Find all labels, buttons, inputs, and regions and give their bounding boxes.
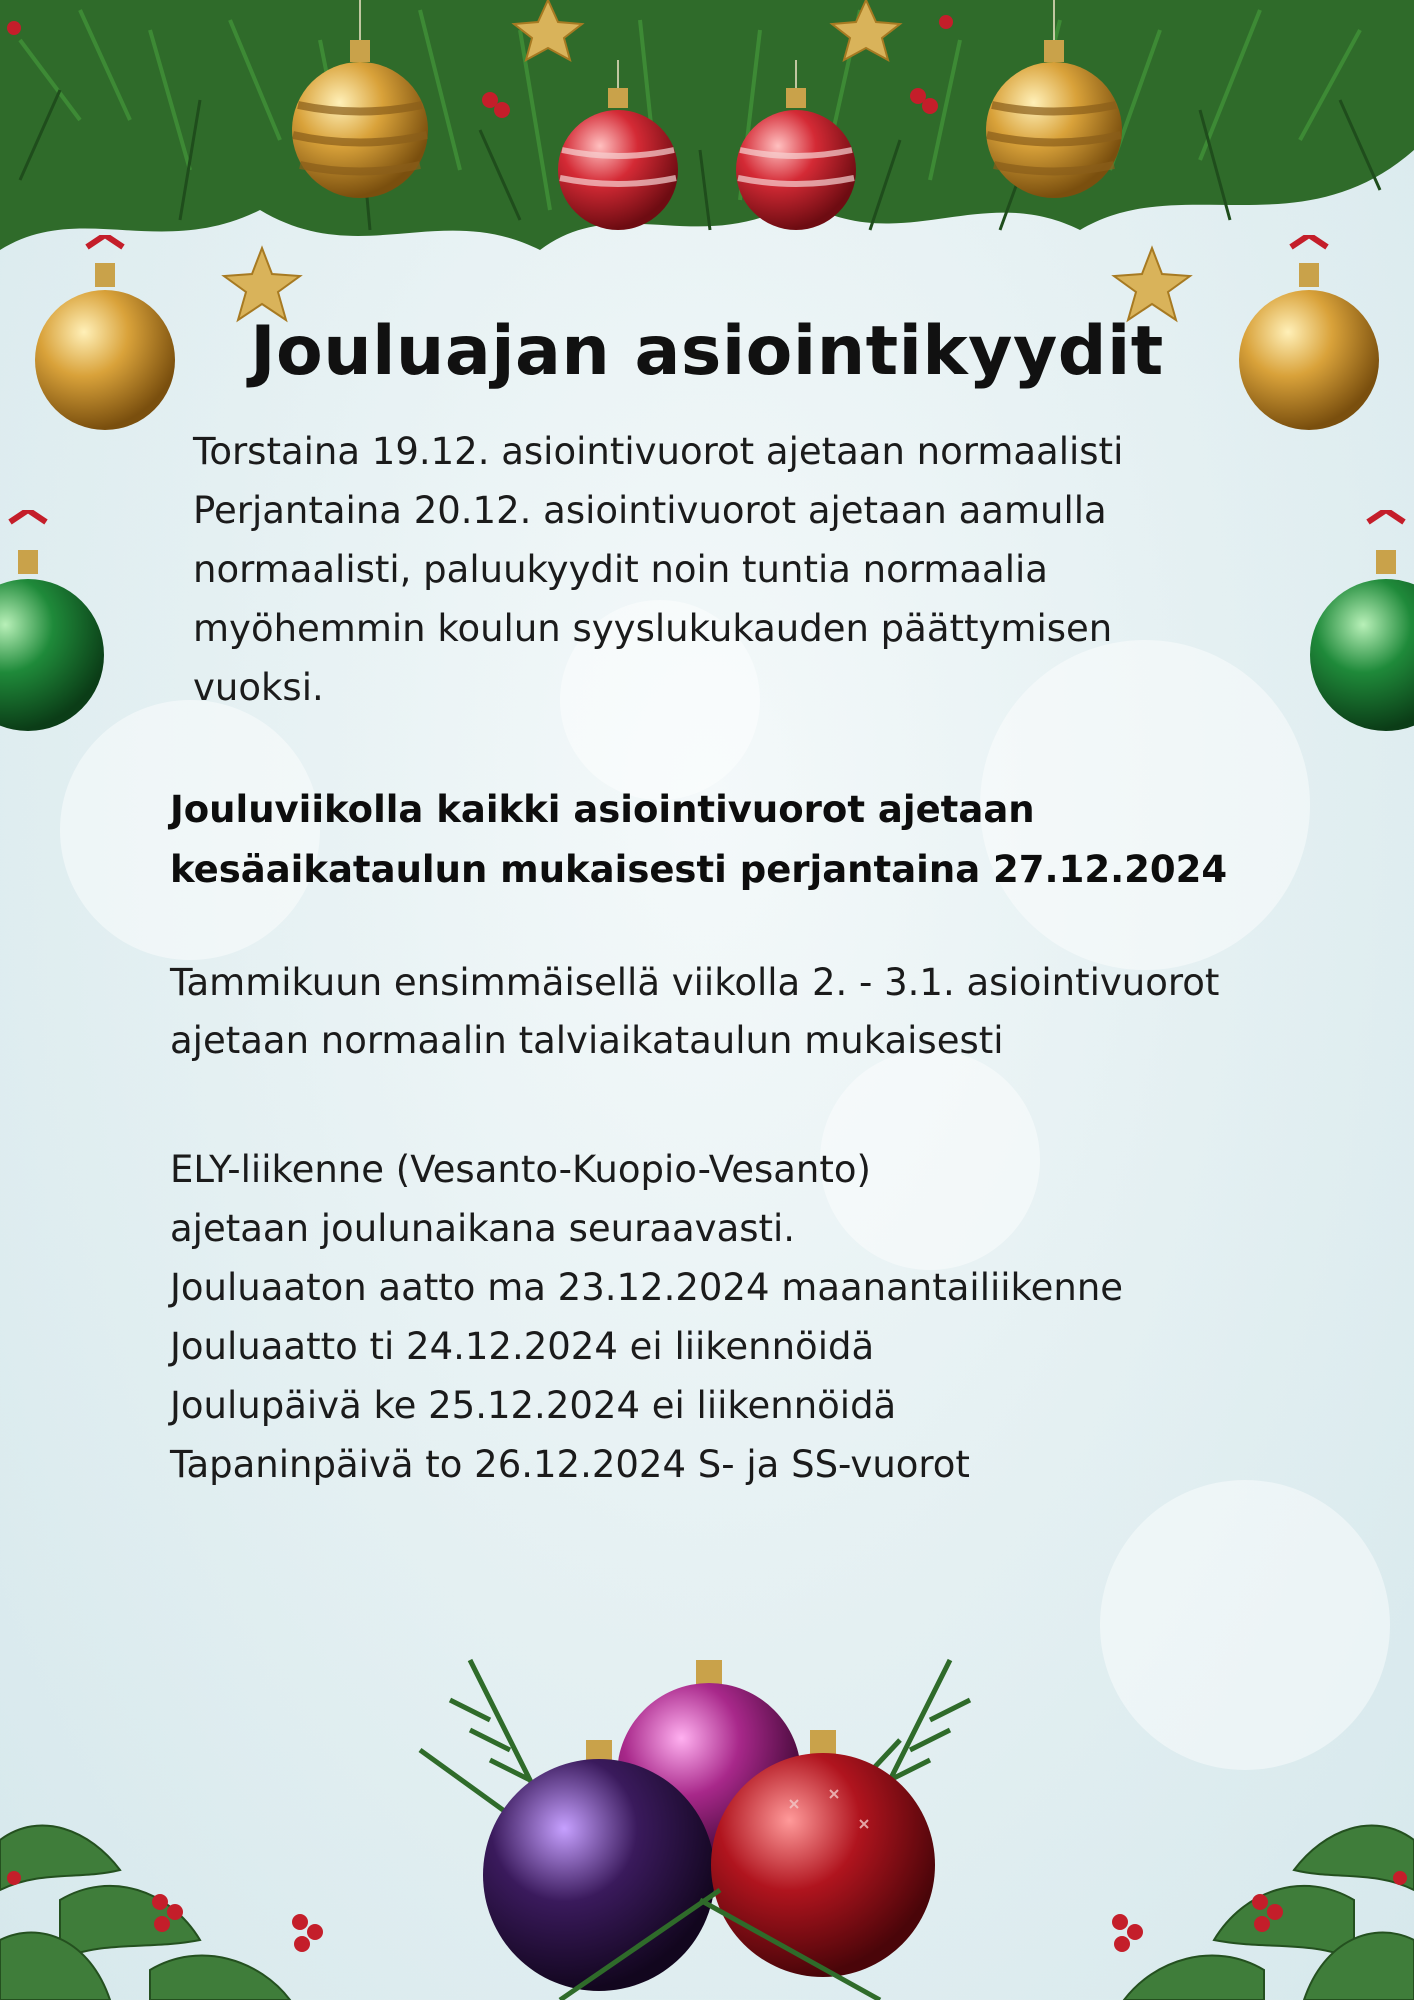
text-line: ajetaan normaalin talviaikataulun mukaisesti — [170, 1019, 1004, 1062]
text-line: kesäaikataulun mukaisesti perjantaina 27.12.2024 — [170, 848, 1228, 891]
text-line: Jouluaatto ti 24.12.2024 ei liikennöidä — [170, 1325, 875, 1368]
page-title: Jouluajan asiointikyydit — [250, 312, 1164, 391]
green-ornament-right — [1308, 510, 1414, 740]
text-line: myöhemmin koulun syyslukukauden päättymisen — [193, 607, 1113, 650]
text-line: ELY-liikenne (Vesanto-Kuopio-Vesanto) — [170, 1148, 871, 1191]
paragraph-schedule-19-20 — [193, 422, 1123, 717]
pine-garland-decoration — [0, 0, 1414, 330]
text-line: normaalisti, paluukyydit noin tuntia normaalia — [193, 548, 1048, 591]
paragraph-january — [170, 954, 1219, 1070]
ornament-bouquet-decoration — [0, 1640, 1414, 2000]
text-line: Jouluviikolla kaikki asiointivuorot ajetaan — [170, 788, 1035, 831]
text-line: vuoksi. — [193, 666, 324, 709]
paragraph-ely-traffic — [170, 1140, 1123, 1494]
text-line: Tammikuun ensimmäisellä viikolla 2. - 3.1. asiointivuorot — [170, 961, 1220, 1004]
text-line: Torstaina 19.12. asiointivuorot ajetaan normaalisti — [193, 430, 1124, 473]
paragraph-christmas-week — [170, 780, 1227, 900]
text-line: Tapaninpäivä to 26.12.2024 S- ja SS-vuorot — [170, 1443, 970, 1486]
text-line: ajetaan joulunaikana seuraavasti. — [170, 1207, 796, 1250]
text-line: Joulupäivä ke 25.12.2024 ei liikennöidä — [170, 1384, 897, 1427]
text-line: Jouluaaton aatto ma 23.12.2024 maanantailiikenne — [170, 1266, 1124, 1309]
green-ornament-left — [0, 510, 110, 740]
text-line: Perjantaina 20.12. asiointivuorot ajetaan aamulla — [193, 489, 1107, 532]
